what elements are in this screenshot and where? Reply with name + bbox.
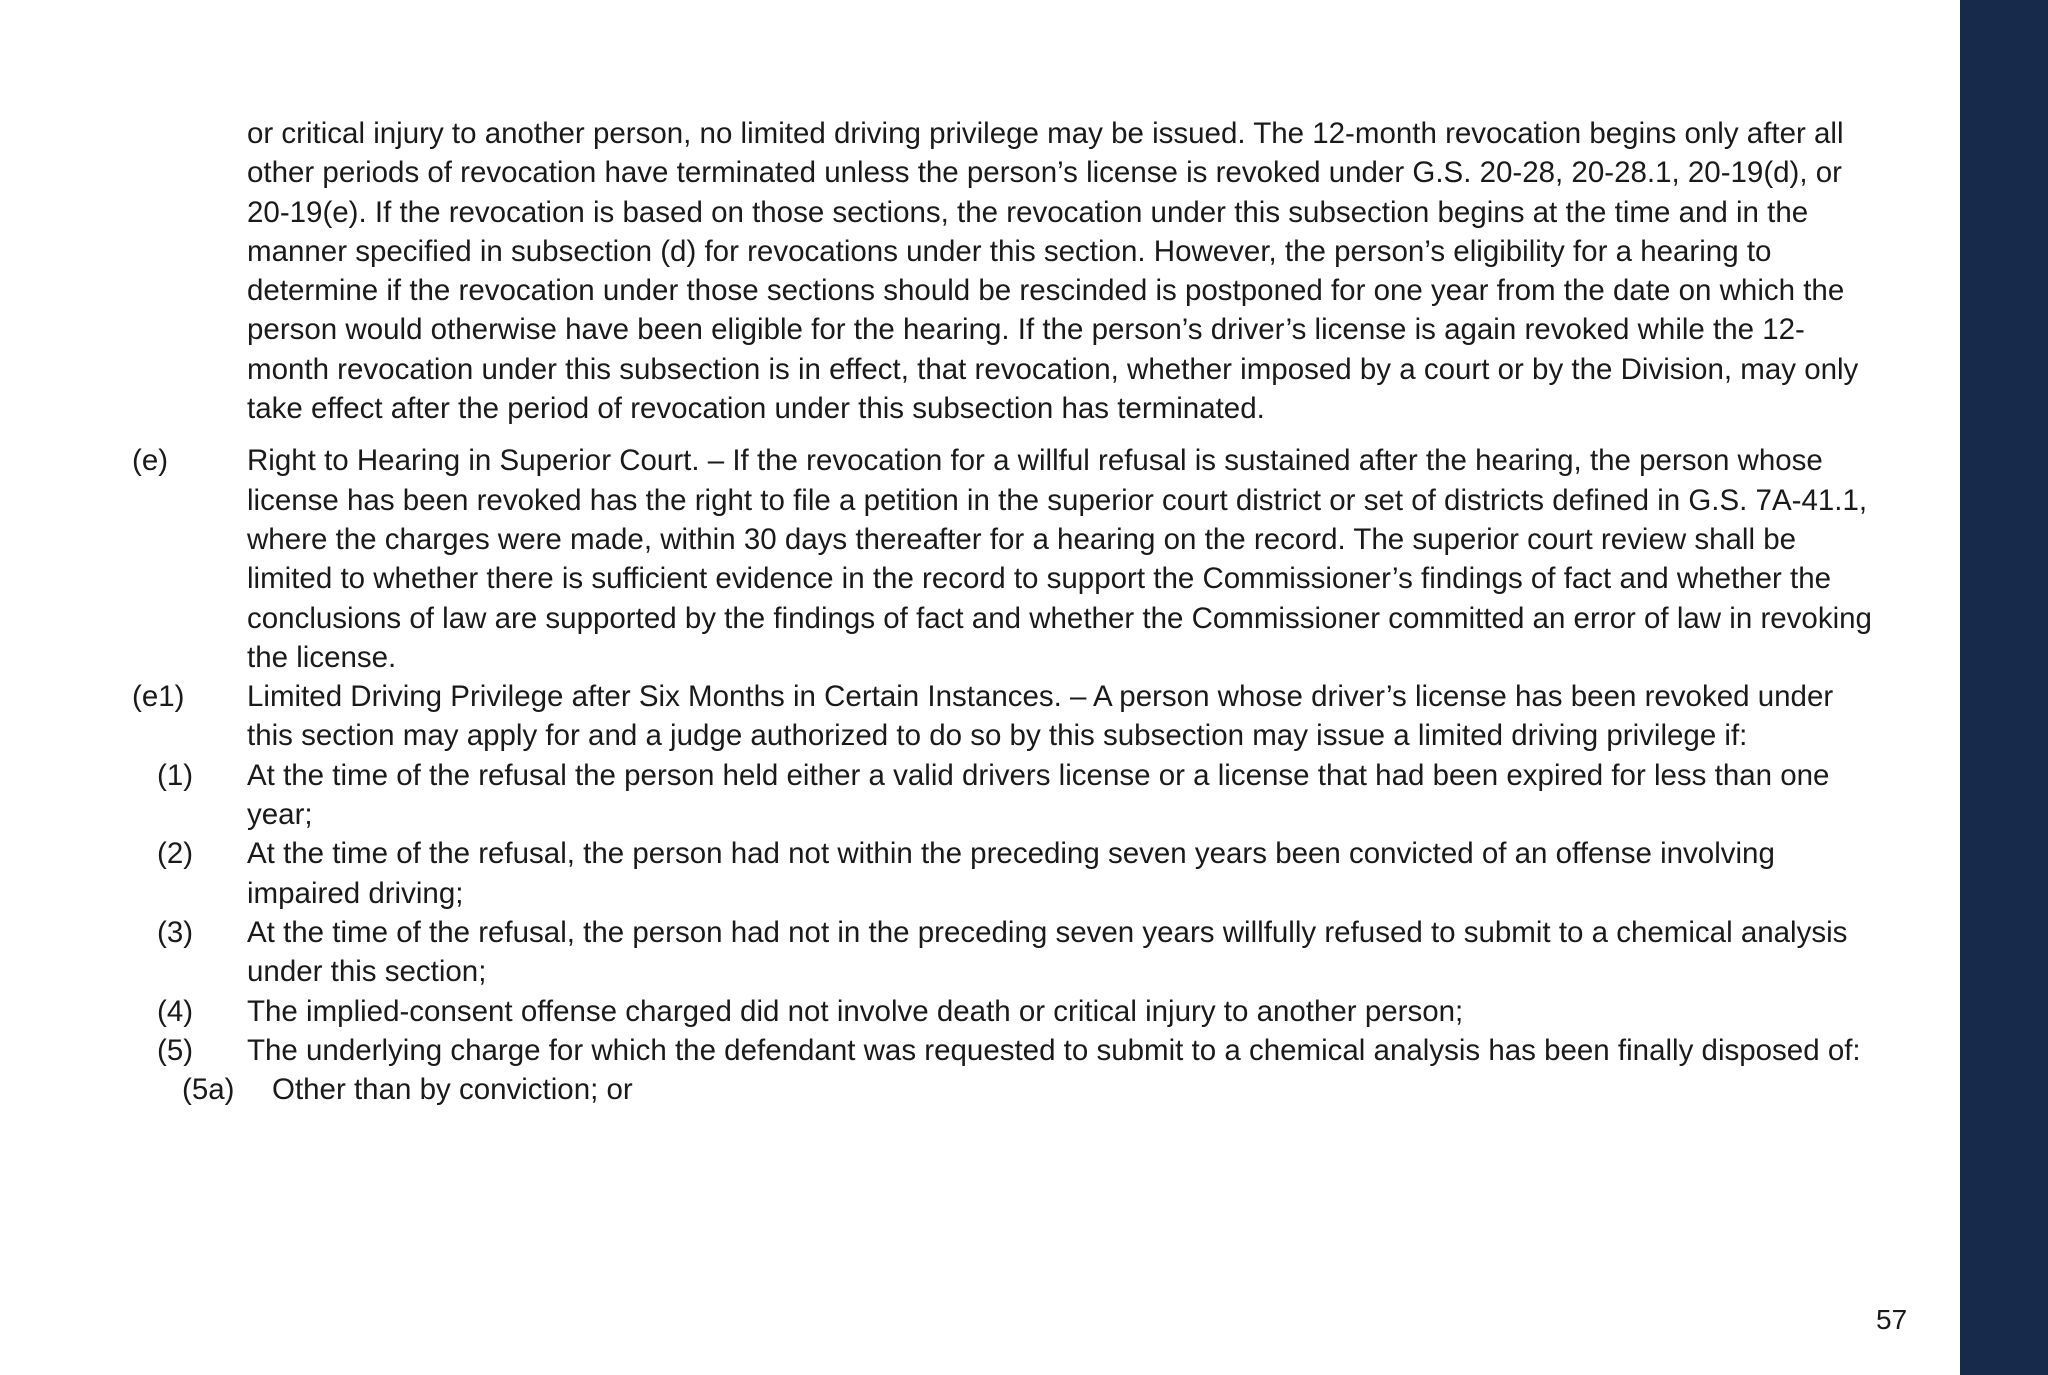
list-item-1 (132, 756, 1872, 835)
item-label: (4) (157, 994, 194, 1028)
list-item-2 (132, 834, 1872, 913)
list-item-4 (132, 992, 1872, 1031)
section-e (132, 441, 1872, 677)
item-label: (3) (157, 915, 194, 949)
statute-text-body (132, 114, 1872, 1109)
item-label: (2) (157, 837, 194, 871)
list-item-3 (132, 913, 1872, 992)
item-label: (1) (157, 758, 194, 792)
side-color-band (1960, 0, 2048, 1375)
page-number: 57 (1876, 1304, 1908, 1335)
item-text: The underlying charge for which the defendant was requested to submit to a chemical analysis has been finally disposed of: (247, 1033, 1861, 1067)
section-text: Limited Driving Privilege after Six Months in Certain Instances. – A person whose driver’s license has been revoked under this section may apply for and a judge authorized to do so by this subsection may issue a limited driving privilege if: (247, 680, 1834, 753)
item-text: At the time of the refusal, the person had not in the preceding seven years willfully refused to submit to a chemical analysis under this section; (247, 915, 1848, 989)
item-text: At the time of the refusal, the person had not within the preceding seven years been convicted of an offense involving impaired driving; (247, 837, 1775, 910)
item-text: The implied-consent offense charged did not involve death or critical injury to another person; (247, 994, 1464, 1028)
continued-paragraph: or critical injury to another person, no limited driving privilege may be issued. The 12-month revocation begins only after all other periods of revocation have terminated unless the person’s license is revoked under G.S. 20-28, 20-28.1, 20-19(d), or 20-19(e). If the revocation is based on those sections, the revocation under this subsection begins at the time and in the manner specified in subsection (d) for revocations under this section. However, the person’s eligibility for a hearing to determine if the revocation under those sections should be rescinded is postponed for one year from the date on which the person would otherwise have been eligible for the hearing. If the person’s driver’s license is again revoked while the 12-month revocation under this subsection is in effect, that revocation, whether imposed by a court or by the Division, may only take effect after the period of revocation under this subsection has terminated. (247, 117, 1859, 426)
section-label: (e) (132, 444, 169, 478)
list-subitem-5a (132, 1070, 1872, 1109)
item-label: (5) (157, 1033, 194, 1067)
subitem-label: (5a) (182, 1073, 235, 1107)
item-text: At the time of the refusal the person held either a valid drivers license or a license that had been expired for less than one year; (247, 758, 1830, 832)
section-e1 (132, 677, 1872, 756)
list-item-5 (132, 1031, 1872, 1070)
section-text: Right to Hearing in Superior Court. – If the revocation for a willful refusal is sustained after the hearing, the person whose license has been revoked has the right to file a petition in the superior court district or set of districts defined in G.S. 7A-41.1, where the charges were made, within 30 days thereafter for a hearing on the record. The superior court review shall be limited to whether there is sufficient evidence in the record to support the Commissioner’s findings of fact and whether the conclusions of law are supported by the findings of fact and whether the Commissioner committed an error of law in revoking the license. (247, 444, 1872, 674)
section-label: (e1) (132, 680, 185, 714)
subitem-text: Other than by conviction; or (272, 1073, 633, 1107)
